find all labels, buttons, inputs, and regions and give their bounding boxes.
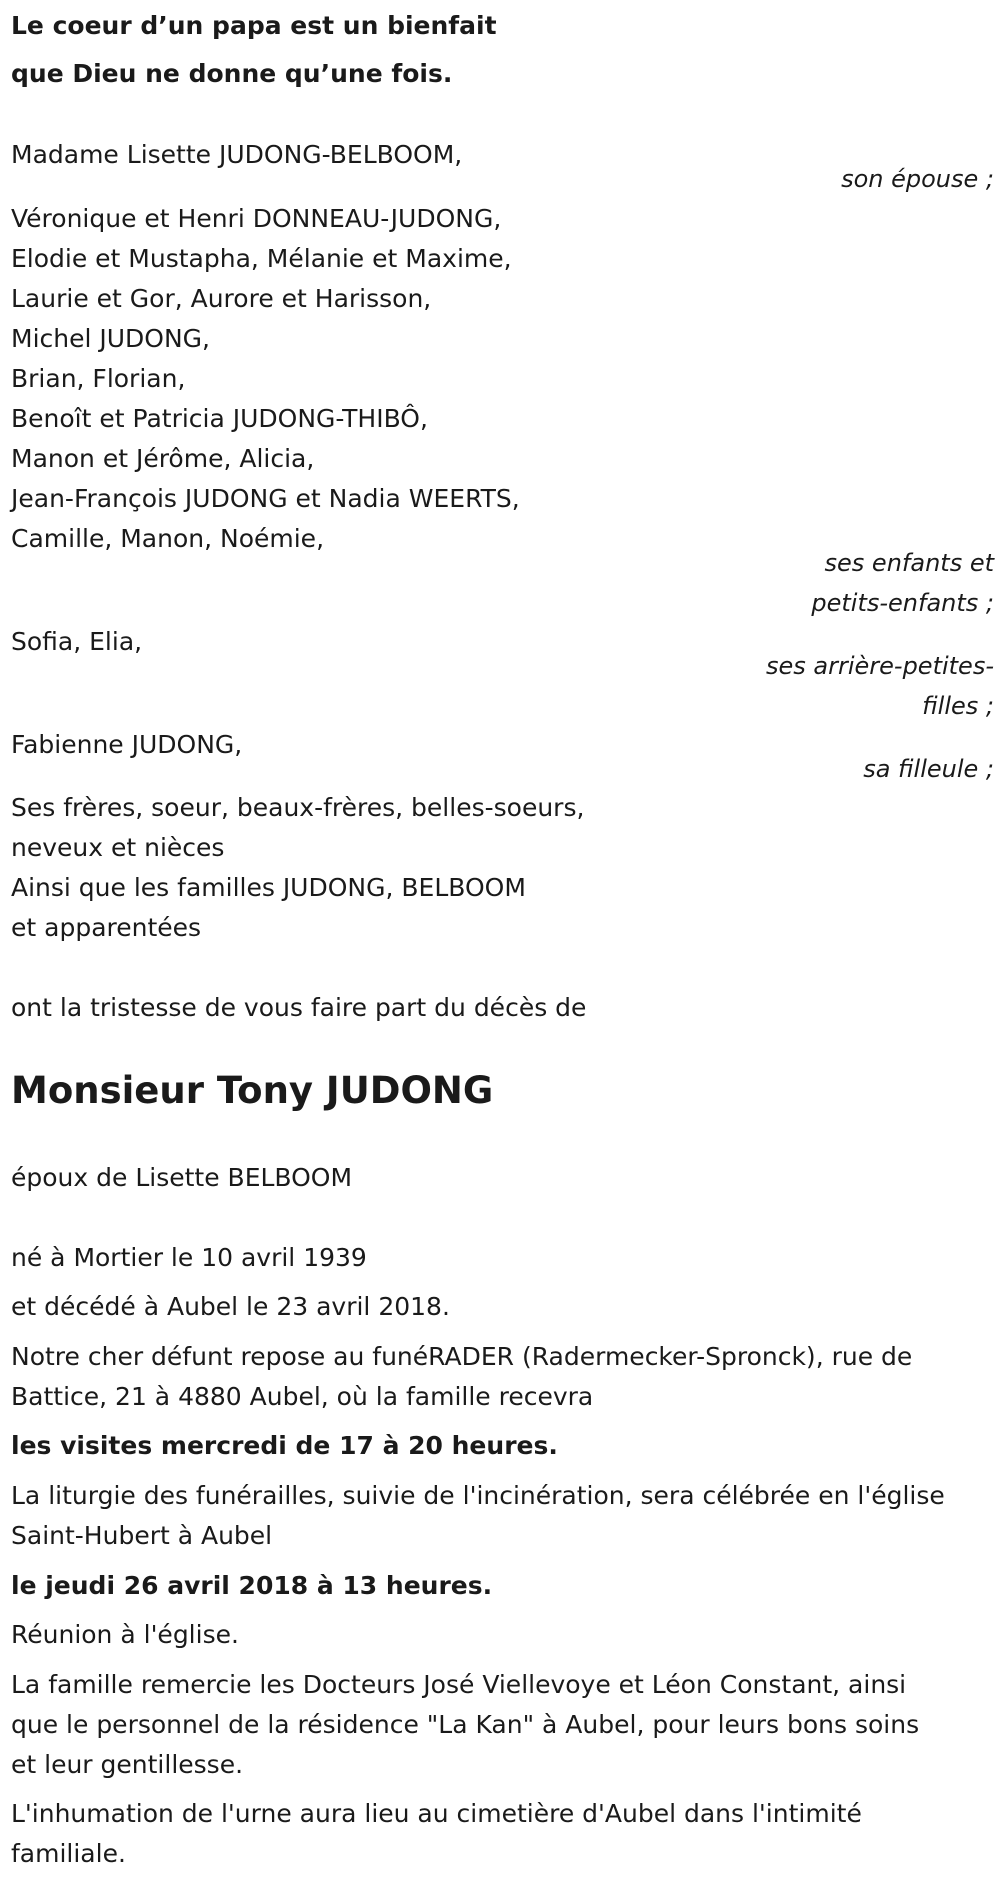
wife-role: son épouse ;: [841, 165, 994, 193]
children-line: Benoît et Patricia JUDONG-THIBÔ,: [11, 404, 428, 433]
birth-line: né à Mortier le 10 avril 1939: [11, 1243, 367, 1272]
children-role-line-1: ses enfants et: [824, 549, 994, 577]
children-line: Manon et Jérôme, Alicia,: [11, 444, 315, 473]
thanks-line-1: La famille remercie les Docteurs José Viellevoye et Léon Constant, ainsi: [11, 1670, 907, 1699]
ceremony-date: le jeudi 26 avril 2018 à 13 heures.: [11, 1571, 493, 1600]
visits-line: les visites mercredi de 17 à 20 heures.: [11, 1431, 558, 1460]
thanks-line-3: et leur gentillesse.: [11, 1750, 244, 1779]
children-line: Véronique et Henri DONNEAU-JUDONG,: [11, 204, 502, 233]
children-line: Jean-François JUDONG et Nadia WEERTS,: [11, 484, 520, 513]
others-line: Ainsi que les familles JUDONG, BELBOOM: [11, 873, 526, 902]
children-line: Brian, Florian,: [11, 364, 186, 393]
liturgy-line-1: La liturgie des funérailles, suivie de l'incinération, sera célébrée en l'église: [11, 1481, 945, 1510]
burial-line-1: L'inhumation de l'urne aura lieu au cimetière d'Aubel dans l'intimité: [11, 1799, 862, 1828]
others-line: et apparentées: [11, 913, 202, 942]
death-line: et décédé à Aubel le 23 avril 2018.: [11, 1292, 450, 1321]
goddaughter-role: sa filleule ;: [863, 755, 994, 783]
great-role-line-2: filles ;: [922, 692, 994, 720]
children-role-line-2: petits-enfants ;: [811, 589, 994, 617]
children-line: Elodie et Mustapha, Mélanie et Maxime,: [11, 244, 512, 273]
liturgy-line-2: Saint-Hubert à Aubel: [11, 1521, 273, 1550]
epitaph-line-1: Le coeur d’un papa est un bienfait: [11, 11, 497, 40]
great-role-line-1: ses arrière-petites-: [766, 652, 994, 680]
others-line: Ses frères, soeur, beaux-frères, belles-soeurs,: [11, 793, 585, 822]
great-grandchildren: Sofia, Elia,: [11, 627, 143, 656]
repose-line-1: Notre cher défunt repose au funéRADER (Radermecker-Spronck), rue de: [11, 1342, 913, 1371]
goddaughter: Fabienne JUDONG,: [11, 730, 243, 759]
spouse-line: époux de Lisette BELBOOM: [11, 1163, 353, 1192]
wife-name: Madame Lisette JUDONG-BELBOOM,: [11, 140, 463, 169]
repose-line-2: Battice, 21 à 4880 Aubel, où la famille recevra: [11, 1382, 594, 1411]
burial-line-2: familiale.: [11, 1839, 126, 1868]
others-line: neveux et nièces: [11, 833, 225, 862]
meeting-line: Réunion à l'église.: [11, 1620, 239, 1649]
announcement: ont la tristesse de vous faire part du décès de: [11, 993, 587, 1022]
children-line: Camille, Manon, Noémie,: [11, 524, 325, 553]
thanks-line-2: que le personnel de la résidence "La Kan" à Aubel, pour leurs bons soins: [11, 1710, 920, 1739]
epitaph-line-2: que Dieu ne donne qu’une fois.: [11, 59, 453, 88]
deceased-name: Monsieur Tony JUDONG: [11, 1069, 494, 1112]
children-line: Laurie et Gor, Aurore et Harisson,: [11, 284, 432, 313]
children-line: Michel JUDONG,: [11, 324, 210, 353]
